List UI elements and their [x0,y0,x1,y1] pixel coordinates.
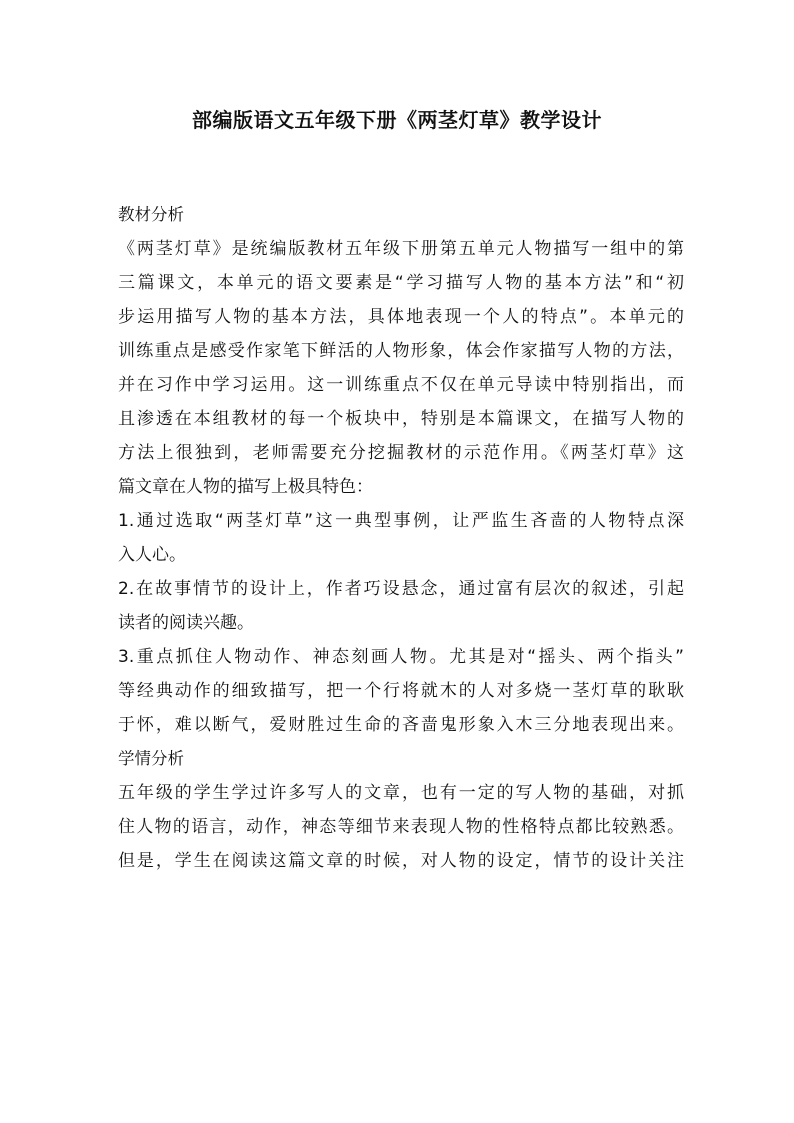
list-item-2-line: 2.在故事情节的设计上，作者巧设悬念，通过富有层次的叙述，引起 [118,579,684,599]
paragraph-line: 且渗透在本组教材的每一个板块中，特别是本篇课文，在描写人物的 [118,409,684,429]
paragraph-line: 住人物的语言，动作，神态等细节来表现人物的性格特点都比较熟悉。 [118,817,684,837]
section-heading-student-analysis: 学情分析 [118,749,184,768]
list-item-3-line: 3.重点抓住人物动作、神态刻画人物。尤其是对“摇头、两个指头” [118,647,684,667]
paragraph-line: 方法上很独到，老师需要充分挖掘教材的示范作用。《两茎灯草》这 [118,443,684,463]
list-item-1-line: 入人心。 [118,545,186,565]
paragraph-line: 五年级的学生学过许多写人的文章，也有一定的写人物的基础，对抓 [118,783,684,803]
paragraph-line: 三篇课文，本单元的语文要素是“学习描写人物的基本方法”和“初 [118,273,684,293]
paragraph-line: 并在习作中学习运用。这一训练重点不仅在单元导读中特别指出，而 [118,375,684,395]
section-heading-textbook-analysis: 教材分析 [118,205,184,224]
list-item-3-line: 等经典动作的细致描写，把一个行将就木的人对多烧一茎灯草的耿耿 [118,681,684,701]
list-item-2-line: 读者的阅读兴趣。 [118,613,254,633]
paragraph-line: 但是，学生在阅读这篇文章的时候，对人物的设定，情节的设计关注 [118,851,684,871]
paragraph-line: 训练重点是感受作家笔下鲜活的人物形象，体会作家描写人物的方法， [118,341,684,361]
paragraph-line: 《两茎灯草》是统编版教材五年级下册第五单元人物描写一组中的第 [118,239,684,259]
list-item-3-line: 于怀，难以断气，爱财胜过生命的吝啬鬼形象入木三分地表现出来。 [118,715,684,735]
paragraph-line: 步运用描写人物的基本方法，具体地表现一个人的特点”。本单元的 [118,307,684,327]
list-item-1-line: 1.通过选取“两茎灯草”这一典型事例，让严监生吝啬的人物特点深 [118,511,684,531]
document-title: 部编版语文五年级下册《两茎灯草》教学设计 [192,108,602,132]
document-body [118,198,684,878]
paragraph-line: 篇文章在人物的描写上极具特色： [118,477,373,497]
